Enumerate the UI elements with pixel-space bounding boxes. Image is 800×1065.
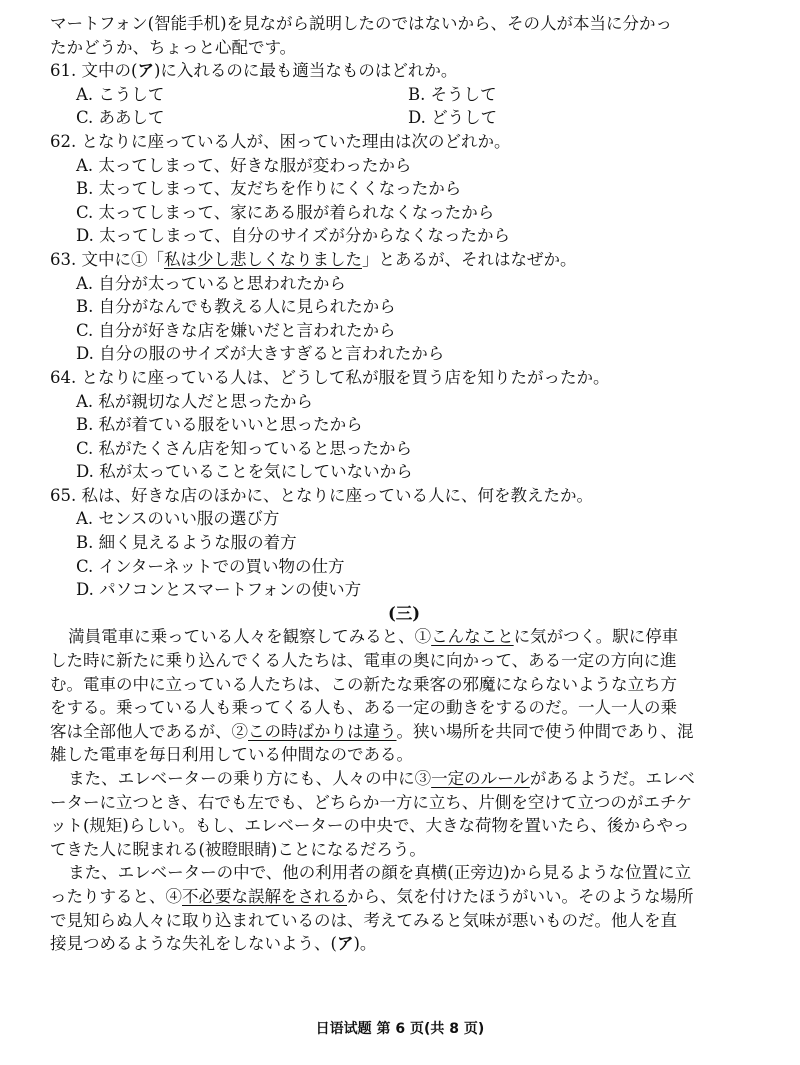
passage-line: む。電車の中に立っている人たちは、この新たな乗客の邪魔にならないような立ち方 <box>50 674 677 694</box>
page-footer: 日语试题 第 6 页(共 8 页) <box>315 1021 485 1037</box>
blank-marker: ア <box>137 61 154 81</box>
passage-line: ーターに立つとき、右でも左でも、どちらか一方に立ち、片側を空けて立つのがエチケ <box>50 792 693 812</box>
passage-line: した時に新たに乗り込んでくる人たちは、電車の奥に向かって、ある一定の方向に進 <box>50 651 677 671</box>
page-content <box>50 12 758 956</box>
passage-paragraph-2 <box>50 767 758 861</box>
passage-line: てきた人に睨まれる(被瞪眼睛)ことになるだろう。 <box>50 839 426 859</box>
passage-line: 満員電車に乗っている人々を観察してみると、①こんなことに気がつく。駅に停車 <box>68 627 679 647</box>
passage-paragraph-1 <box>50 625 758 767</box>
option: B. 太ってしまって、友だちを作りにくくなったから <box>76 179 462 199</box>
underlined-phrase: 一定のルール <box>431 769 530 788</box>
option: A. 私が親切な人だと思ったから <box>76 391 313 411</box>
question-64-stem: 64. となりに座っている人は、どうして私が服を買う店を知りたがったか。 <box>50 367 610 387</box>
passage-paragraph-3 <box>50 861 758 955</box>
passage-line: ット(规矩)らしい。もし、エレベーターの中央で、大きな荷物を置いたら、後からやっ <box>50 816 690 836</box>
passage-line: 接見つめるような失礼をしないよう、(ア)。 <box>50 934 377 954</box>
option: A. こうして <box>76 84 165 104</box>
question-62-stem: 62. となりに座っている人が、困っていた理由は次のどれか。 <box>50 131 511 151</box>
option: A. 自分が太っていると思われたから <box>76 273 346 293</box>
option: D. 太ってしまって、自分のサイズが分からなくなったから <box>76 226 510 246</box>
underlined-phrase: こんなこと <box>431 627 514 647</box>
option: B. 細く見えるような服の着方 <box>76 533 297 553</box>
question-61-options-row <box>50 83 758 107</box>
option: D. 私が太っていることを気にしていないから <box>76 462 413 482</box>
option: B. 自分がなんでも教える人に見られたから <box>76 297 396 317</box>
question-63-stem: 63. 文中に①「私は少し悲しくなりました」とあるが、それはなぜか。 <box>50 249 577 269</box>
option: A. センスのいい服の選び方 <box>76 509 280 529</box>
passage-line: で見知らぬ人々に取り込まれているのは、考えてみると気味が悪いものだ。他人を直 <box>50 910 677 930</box>
passage-line: 雑した電車を毎日利用している仲間なのである。 <box>50 745 413 765</box>
intro-line: マートフォン(智能手机)を見ながら説明したのではないから、その人が本当に分かっ <box>50 14 673 33</box>
option: D. パソコンとスマートフォンの使い方 <box>76 580 362 600</box>
question-65-stem: 65. 私は、好きな店のほかに、となりに座っている人に、何を教えたか。 <box>50 485 593 505</box>
passage-line: ったりすると、④不必要な誤解をされるから、気を付けたほうがいい。そのような場所 <box>50 886 694 906</box>
intro-line: たかどうか、ちょっと心配です。 <box>50 37 297 57</box>
passage-line: また、エレベーターの乗り方にも、人々の中に③一定のルールがあるようだ。エレベ <box>68 769 695 788</box>
passage-line: をする。乗っている人も乗ってくる人も、ある一定の動きをするのだ。一人一人の乗 <box>50 698 677 718</box>
option: C. ああして <box>76 108 165 128</box>
option: C. 太ってしまって、家にある服が着られなくなったから <box>76 202 495 222</box>
section-title: (三) <box>387 603 421 623</box>
option: C. 私がたくさん店を知っていると思ったから <box>76 438 413 458</box>
option: B. 私が着ている服をいいと思ったから <box>76 415 363 435</box>
underlined-phrase: 不必要な誤解をされる <box>182 886 347 906</box>
option: D. 自分の服のサイズが大きすぎると言われたから <box>76 344 445 364</box>
underlined-phrase: この時ばかりは違う <box>248 721 397 741</box>
option: B. そうして <box>408 84 497 104</box>
passage-line: 客は全部他人であるが、②この時ばかりは違う。狭い場所を共同で使う仲間であり、混 <box>50 721 694 741</box>
underlined-quote: 私は少し悲しくなりました <box>164 249 362 269</box>
option: A. 太ってしまって、好きな服が変わったから <box>76 155 412 175</box>
blank-marker: ア <box>336 934 354 954</box>
passage-line: また、エレベーターの中で、他の利用者の顔を真横(正旁边)から見るような位置に立 <box>68 863 692 883</box>
option: C. 自分が好きな店を嫌いだと言われたから <box>76 320 396 340</box>
option: D. どうして <box>408 108 498 128</box>
question-61-options-row <box>50 106 758 130</box>
question-61-stem: 61. 文中の(ア)に入れるのに最も適当なものはどれか。 <box>50 61 458 81</box>
option: C. インターネットでの買い物の仕方 <box>76 556 345 576</box>
